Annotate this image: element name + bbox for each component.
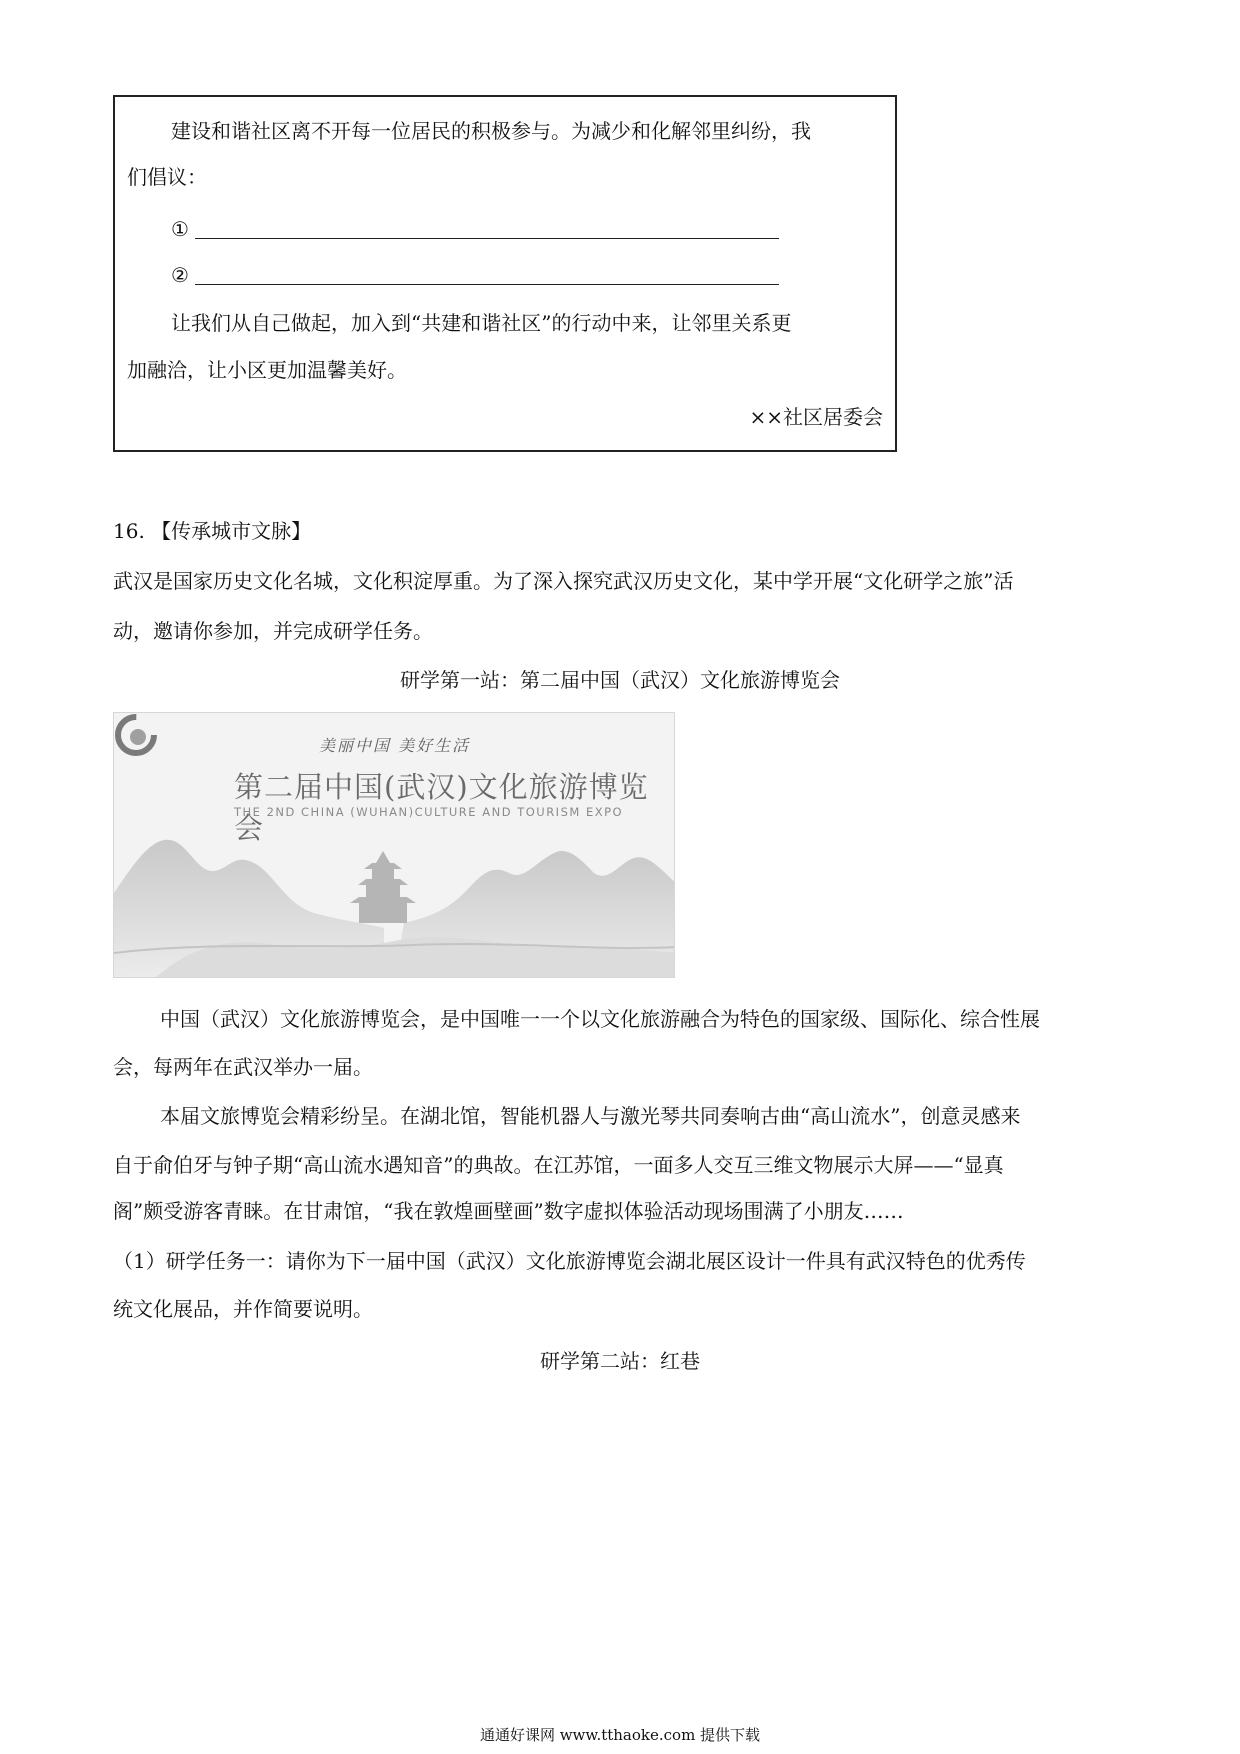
task-1-line-1: （1）研学任务一：请你为下一届中国（武汉）文化旅游博览会湖北展区设计一件具有武汉特色的优秀传 (113, 1249, 1026, 1273)
expo-title: 第二届中国(武汉)文化旅游博览会 (234, 770, 649, 845)
answer-blank-2[interactable] (195, 262, 779, 285)
intro-line-2: 动，邀请你参加，并完成研学任务。 (113, 619, 433, 643)
expo-slogan: 美丽中国 美好生活 (319, 736, 471, 755)
expo-logo-icon (114, 713, 158, 757)
notice-box (113, 95, 897, 452)
expo-poster-image (113, 712, 675, 978)
page-footer: 通通好课网 www.tthaoke.com 提供下载 (479, 1726, 761, 1744)
notice-paragraph-1-line-2: 们倡议： (127, 165, 207, 189)
intro-line-1: 武汉是国家历史文化名城，文化积淀厚重。为了深入探究武汉历史文化，某中学开展“文化研学之旅”活 (113, 569, 1014, 593)
notice-item-2 (171, 261, 779, 289)
paragraph-2-line-3: 阁”颇受游客青睐。在甘肃馆，“我在敦煌画壁画”数字虚拟体验活动现场围满了小朋友…… (113, 1199, 904, 1223)
paragraph-2-line-1: 本届文旅博览会精彩纷呈。在湖北馆，智能机器人与激光琴共同奏响古曲“高山流水”，创意灵感来 (160, 1104, 1021, 1128)
notice-paragraph-2-line-2: 加融洽，让小区更加温馨美好。 (127, 358, 407, 382)
notice-paragraph-1-line-1: 建设和谐社区离不开每一位居民的积极参与。为减少和化解邻里纠纷，我 (171, 119, 811, 143)
paragraph-2-line-2: 自于俞伯牙与钟子期“高山流水遇知音”的典故。在江苏馆，一面多人交互三维文物展示大屏——“显真 (113, 1153, 1004, 1177)
notice-paragraph-2-line-1: 让我们从自己做起，加入到“共建和谐社区”的行动中来，让邻里关系更 (171, 311, 792, 335)
notice-signature: ××社区居委会 (749, 405, 883, 429)
item-number: ② (171, 263, 189, 287)
item-number: ① (171, 217, 189, 241)
expo-subtitle: THE 2ND CHINA (WUHAN)CULTURE AND TOURISM EXPO (234, 805, 624, 819)
notice-item-1 (171, 215, 779, 243)
answer-blank-1[interactable] (195, 216, 779, 239)
station-2-caption: 研学第二站：红巷 (540, 1349, 700, 1373)
task-1-line-2: 统文化展品，并作简要说明。 (113, 1297, 373, 1321)
station-1-caption: 研学第一站：第二届中国（武汉）文化旅游博览会 (400, 668, 840, 692)
paragraph-1-line-2: 会，每两年在武汉举办一届。 (113, 1055, 373, 1079)
paragraph-1-line-1: 中国（武汉）文化旅游博览会，是中国唯一一个以文化旅游融合为特色的国家级、国际化、综合性展 (160, 1007, 1040, 1031)
question-title: 16. 【传承城市文脉】 (113, 519, 312, 543)
